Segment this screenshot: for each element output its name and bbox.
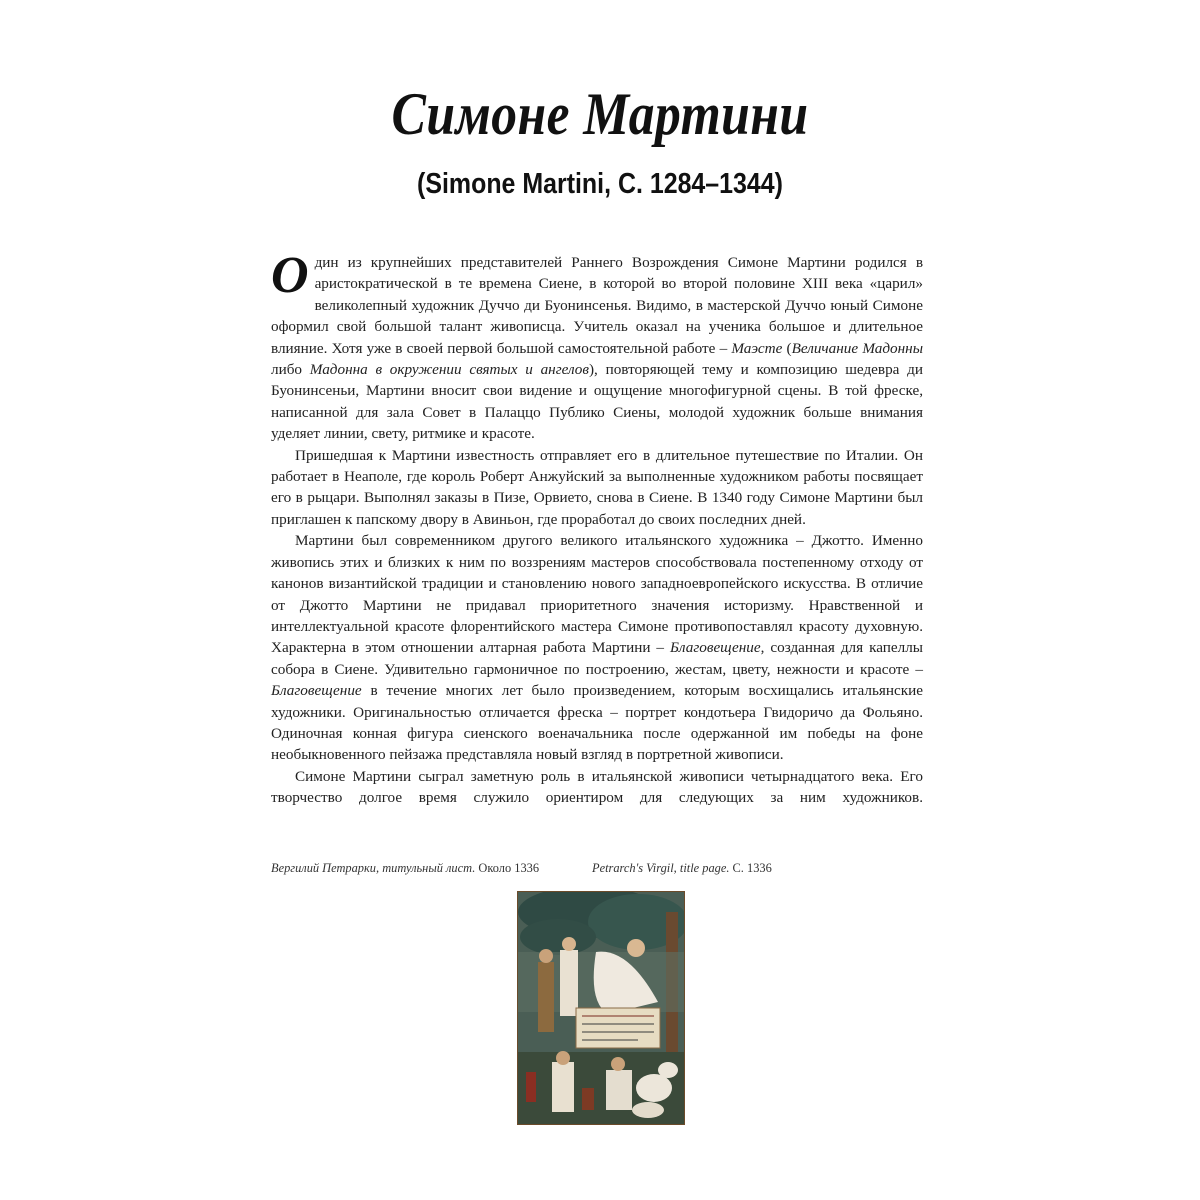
- paragraph-4: Симоне Мартини сыграл заметную роль в итальянской живописи четырнадцатого века. Его творчество долгое время служило ориентиром для следующих за ним художников.: [271, 767, 923, 807]
- paragraph-1: Один из крупнейших представителей Раннего Возрождения Симоне Мартини родился в аристократической в те времена Сиене, в которой во второй половине XIII века «царил» великолепный художник Дуччо ди Буонинсенья. Видимо, в мастерской Дуччо юный Симоне оформил свой большой талант живописца. Учитель оказал на ученика большое и длительное влияние. Хотя уже в своей первой большой самостоятельной работе – Маэсте (Величание Мадонны либо Мадонна в окружении святых и ангелов), повторяющей тему и композицию шедевра ди Буонинсеньи, Мартини вносит свои видение и ощущение многофигурной сцены. В той фреске, написанной для зала Совет в Палаццо Публико Сиены, молодой художник больше внимания уделяет линии, свету, ритмике и красоте.: [271, 247, 923, 443]
- artwork-title: Благовещение: [271, 682, 362, 700]
- paragraph-3: Мартини был современником другого великого итальянского художника – Джотто. Именно живопись этих и близких к ним по воззрениям мастеров способствовала постепенному отходу от канонов византийской традиции и становлению нового западноевропейского искусства. В отличие от Джотто Мартини не придавал приоритетного значения историзму. Нравственной и интеллектуальной красоте флорентийского мастера Симоне противопоставлял красоту духовную. Характерна в этом отношении алтарная работа Мартини – Благовещение, созданная для капеллы собора в Сиене. Удивительно гармоничное по построению, жестам, цвету, нежности и красоте – Благовещение в течение многих лет было произведением, которым восхищались итальянские художники. Оригинальностью отличается фреска – портрет кондотьера Гвидоричо да Фольяно. Одиночная конная фигура сиенского военачальника после одержанной им победы на фоне необыкновенного пейзажа представляла новый взгляд в портретной живописи.: [271, 532, 923, 764]
- painting-image: [518, 892, 684, 1124]
- page-title: Симоне Мартини: [391, 81, 809, 147]
- article-body: [271, 247, 923, 809]
- drop-cap: О: [271, 247, 309, 304]
- painting-illustration: [517, 891, 685, 1125]
- artwork-title: Маэсте: [731, 339, 783, 357]
- caption-russian: Вергилий Петрарки, титульный лист. Около 1336: [271, 861, 540, 875]
- page-subtitle: (Simone Martini, С. 1284–1344): [417, 168, 783, 200]
- caption-english: Petrarch's Virgil, title page. C. 1336: [592, 861, 772, 875]
- paragraph-2: Пришедшая к Мартини известность отправляет его в длительное путешествие по Италии. Он работает в Неаполе, где король Роберт Анжуйский за выполненные художником работы посвящает его в рыцари. Выполнял заказы в Пизе, Орвието, снова в Сиене. В 1340 году Симоне Мартини был приглашен к папскому двору в Авиньон, где проработал до своих последних дней.: [271, 446, 923, 528]
- artwork-title: Мадонна в окружении святых и ангелов: [309, 361, 589, 379]
- artwork-title: Благовещение: [669, 639, 761, 657]
- artwork-title: Величание Мадонны: [791, 339, 923, 357]
